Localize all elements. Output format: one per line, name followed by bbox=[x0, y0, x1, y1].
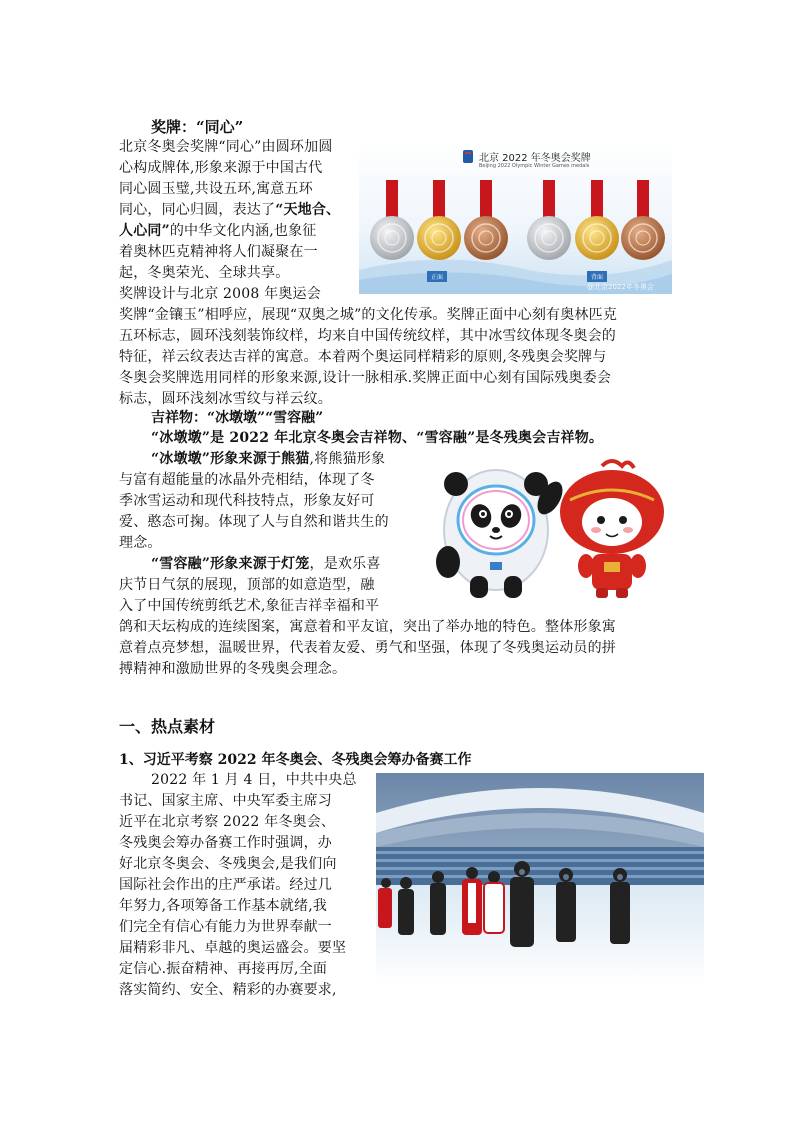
medal-image-right-tag: 背面 bbox=[587, 271, 607, 282]
medal-image-subtitle: Beijing 2022 Olympic Winter Games medals bbox=[479, 163, 590, 169]
section-line-6: 年努力,各项筹备工作基本就绪,我 bbox=[119, 898, 328, 914]
section-line-4: 好北京冬奥会、冬残奥会,是我们向 bbox=[119, 856, 337, 872]
medal-line-4 bbox=[119, 221, 317, 241]
medal-line-4-b: 的中华文化内涵,也象征 bbox=[169, 223, 317, 239]
bdd-line-0-a: “冰墩墩”形象来源于熊猫 bbox=[151, 451, 310, 467]
section-line-0: 2022 年 1 月 4 日，中共中央总 bbox=[151, 772, 357, 788]
inspection-illustration bbox=[376, 773, 704, 986]
section-line-9: 定信心.振奋精神、再接再厉,全面 bbox=[119, 961, 328, 977]
section-line-7: 们完全有信心有能力为世界奉献一 bbox=[119, 919, 332, 935]
xrr-line-0-a: “雪容融”形象来源于灯笼 bbox=[151, 556, 310, 572]
xrr-line-2: 入了中国传统剪纸艺术,象征吉祥幸福和平 bbox=[119, 598, 380, 614]
xrr-line-1: 庆节日气氛的展现，顶部的如意造型，融 bbox=[119, 577, 375, 593]
medal-full-line-0: 奖牌“金镶玉”相呼应，展现“双奥之城”的文化传承。奖牌正面中心刻有奥林匹克 bbox=[119, 307, 618, 323]
xrr-line-0-b: ，是欢乐喜 bbox=[309, 556, 381, 572]
medal-image-watermark: @北京2022年冬奥会 bbox=[587, 283, 654, 291]
medal-line-3-b: “天地合、 bbox=[275, 202, 341, 218]
bdd-line-0-b: ,将熊猫形象 bbox=[309, 451, 386, 467]
bdd-line-1: 与富有超能量的冰晶外壳相结，体现了冬 bbox=[119, 472, 375, 488]
section-line-8: 届精彩非凡、卓越的奥运盛会。要坚 bbox=[119, 940, 347, 956]
medal-image-logo bbox=[463, 150, 473, 163]
section-line-10: 落实简约、安全、精彩的办赛要求, bbox=[119, 982, 337, 998]
medal-line-5: 着奥林匹克精神将人们凝聚在一 bbox=[119, 244, 318, 260]
xrr-full-line-1: 意着点亮梦想，温暖世界，代表着友爱、勇气和坚强，体现了冬残奥运动员的拼 bbox=[119, 640, 616, 656]
medal-line-7: 奖牌设计与北京 2008 年奥运会 bbox=[119, 286, 321, 302]
inspection-photo bbox=[376, 773, 704, 986]
section-line-1: 书记、国家主席、中央军委主席习 bbox=[119, 793, 332, 809]
bdd-line-3: 爱、憨态可掬。体现了人与自然和谐共生的 bbox=[119, 514, 389, 530]
section-sub-title: 1、习近平考察 2022 年冬奥会、冬残奥会筹办备赛工作 bbox=[119, 752, 472, 768]
xrr-full-line-0: 鸽和天坛构成的连续图案，寓意着和平友谊，突出了举办地的特色。整体形象寓 bbox=[119, 619, 616, 635]
section-line-2: 近平在北京考察 2022 年冬奥会、 bbox=[119, 814, 336, 830]
medal-image-left-tag: 正面 bbox=[427, 271, 447, 282]
section-title: 一、热点素材 bbox=[119, 717, 216, 736]
medal-line-6: 起，冬奥荣光、全球共享。 bbox=[119, 265, 290, 281]
xrr-line-0 bbox=[151, 554, 381, 574]
section-line-5: 国际社会作出的庄严承诺。经过几 bbox=[119, 877, 332, 893]
section-line-3: 冬残奥会筹办备赛工作时强调，办 bbox=[119, 835, 332, 851]
medal-line-3-a: 同心，同心归圆，表达了 bbox=[119, 202, 276, 218]
medal-line-3 bbox=[119, 200, 340, 220]
medal-line-0: 北京冬奥会奖牌“同心”由圆环加圆 bbox=[119, 139, 333, 155]
bdd-line-4: 理念。 bbox=[119, 535, 162, 551]
medal-full-line-3: 冬奥会奖牌选用同样的形象来源,设计一脉相承.奖牌正面中心刻有国际残奥委会 bbox=[119, 370, 612, 386]
medal-full-line-2: 特征，祥云纹表达吉祥的寓意。本着两个奥运同样精彩的原则,冬残奥会奖牌与 bbox=[119, 349, 607, 365]
xrr-full-line-2: 搏精神和激励世界的冬残奥会理念。 bbox=[119, 661, 347, 677]
medal-full-line-4: 标志，圆环浅刻冰雪纹与祥云纹。 bbox=[119, 391, 332, 407]
bdd-line-2: 季冰雪运动和现代科技特点，形象友好可 bbox=[119, 493, 375, 509]
medal-title: 奖牌：“同心” bbox=[151, 118, 244, 136]
medal-image-title: 北京 2022 年冬奥会奖牌 bbox=[479, 153, 591, 164]
medal-line-4-a: 人心同” bbox=[119, 223, 170, 239]
medal-line-2: 同心圆玉璧,共设五环,寓意五环 bbox=[119, 181, 313, 197]
medal-line-1: 心构成牌体,形象来源于中国古代 bbox=[119, 160, 323, 176]
mascot-illustration bbox=[426, 450, 672, 610]
mascot-intro: “冰墩墩”是 2022 年北京冬奥会吉祥物、“雪容融”是冬残奥会吉祥物。 bbox=[151, 430, 604, 446]
medal-full-line-1: 五环标志，圆环浅刻装饰纹样，均来自中国传统纹样，其中冰雪纹体现冬奥会的 bbox=[119, 328, 616, 344]
mascot-image bbox=[426, 450, 672, 610]
medal-image bbox=[359, 140, 672, 294]
bdd-line-0 bbox=[151, 449, 385, 469]
mascot-title: 吉祥物：“冰墩墩”“雪容融” bbox=[151, 410, 324, 426]
